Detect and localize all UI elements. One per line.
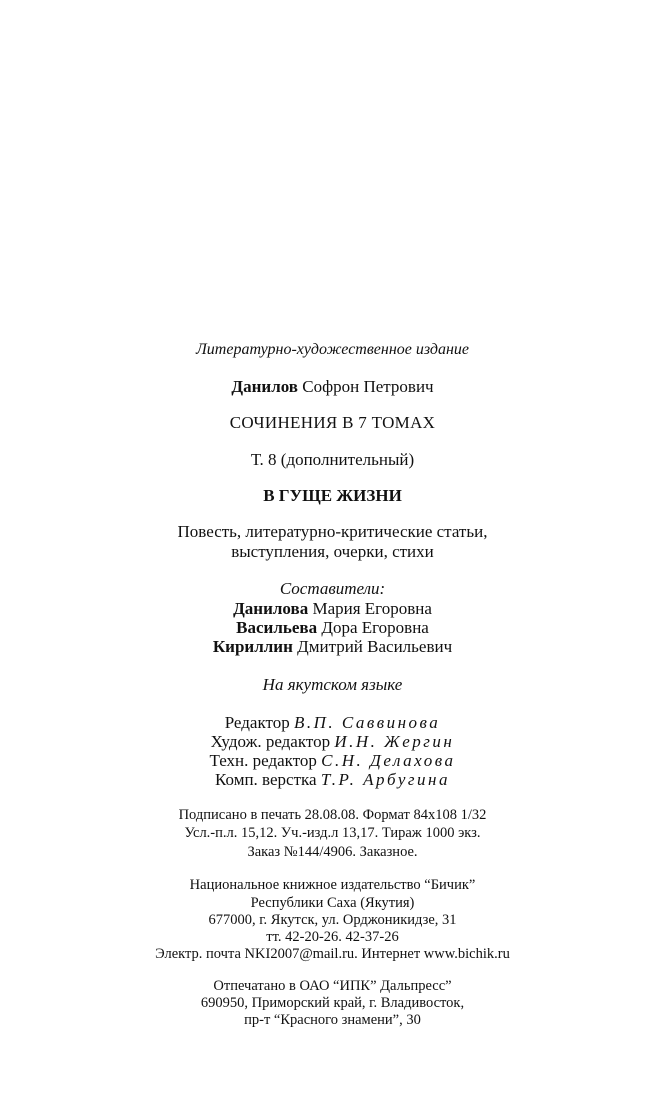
volume-line: Т. 8 (дополнительный) (250, 450, 415, 469)
edition-type: Литературно-художественное издание (195, 341, 470, 358)
compiler-given-name: Мария Егоровна (312, 599, 432, 618)
credit-tech-editor (0, 752, 665, 769)
compiler-surname: Данилова (233, 599, 309, 618)
language-note: На якутском языке (262, 675, 403, 694)
book-title: В ГУЩЕ ЖИЗНИ (263, 486, 402, 505)
contents-line-2: выступления, очерки, стихи (231, 542, 434, 561)
compilers-heading: Составители: (279, 579, 386, 598)
compiler-given-name: Дмитрий Васильевич (297, 637, 453, 656)
credit-editor (0, 714, 665, 731)
credit-layout (0, 771, 665, 788)
credit-name: С.Н. Делахова (321, 751, 456, 770)
print-info-line-2: Усл.-п.л. 15,12. Уч.-изд.л 13,17. Тираж 1000 экз. (184, 825, 481, 841)
print-info-line-3: Заказ №144/4906. Заказное. (247, 844, 418, 860)
printer-line-2: 690950, Приморский край, г. Владивосток, (200, 995, 465, 1011)
publisher-line-2: Республики Саха (Якутия) (250, 895, 415, 911)
publisher-line-3: 677000, г. Якутск, ул. Орджоникидзе, 31 (208, 912, 457, 928)
publisher-line-5: Электр. почта NKI2007@mail.ru. Интернет www.bichik.ru (155, 946, 510, 962)
author-line (0, 378, 665, 395)
credit-role: Худож. редактор (210, 732, 331, 751)
credit-role: Комп. верстка (215, 770, 317, 789)
credit-role: Редактор (224, 713, 290, 732)
credit-name: И.Н. Жергин (334, 732, 455, 751)
compiler-2 (0, 619, 665, 636)
credit-art-editor (0, 733, 665, 750)
author-given-name: Софрон Петрович (302, 377, 434, 396)
printer-line-1: Отпечатано в ОАО “ИПК” Дальпресс” (213, 978, 452, 994)
publisher-line-1: Национальное книжное издательство “Бичик” (189, 877, 476, 893)
publisher-line-4: тт. 42-20-26. 42-37-26 (266, 929, 399, 945)
compiler-3 (0, 638, 665, 655)
print-info-line-1: Подписано в печать 28.08.08. Формат 84x108 1/32 (178, 807, 487, 823)
credit-name: Т.Р. Арбугина (320, 770, 450, 789)
credit-role: Техн. редактор (209, 751, 317, 770)
credit-name: В.П. Саввинова (293, 713, 441, 732)
author-surname: Данилов (231, 377, 298, 396)
printer-line-3: пр-т “Красного знамени”, 30 (244, 1012, 421, 1028)
compiler-surname: Васильева (236, 618, 318, 637)
works-title: СОЧИНЕНИЯ В 7 ТОМАХ (229, 413, 436, 432)
compiler-given-name: Дора Егоровна (321, 618, 429, 637)
compiler-surname: Кириллин (212, 637, 293, 656)
contents-line-1: Повесть, литературно-критические статьи, (177, 522, 488, 541)
compiler-1 (0, 600, 665, 617)
